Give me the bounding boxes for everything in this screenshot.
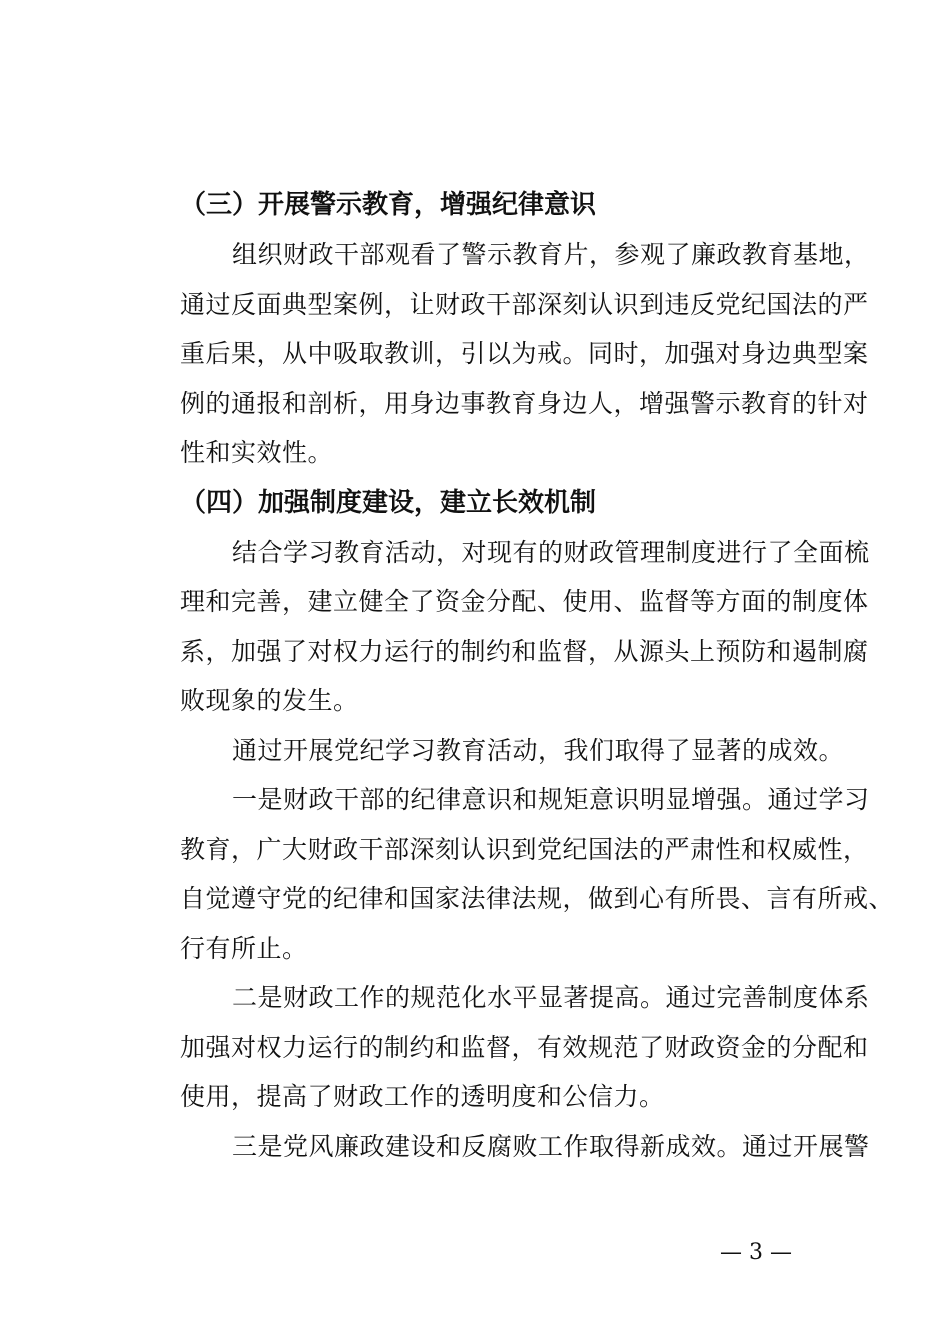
page-number: — 3 — (720, 1240, 792, 1265)
text-line: 通过开展党纪学习教育活动，我们取得了显著的成效。 (232, 735, 845, 765)
paragraph-summary (128, 726, 845, 776)
text-line: 系，加强了对权力运行的制约和监督，从源头上预防和遏制腐 (180, 636, 869, 666)
text-line: 理和完善，建立健全了资金分配、使用、监督等方面的制度体 (180, 587, 869, 616)
text-line: 自觉遵守党的纪律和国家法律法规，做到心有所畏、言有所戒、 (180, 884, 895, 913)
text-line: 加强对权力运行的制约和监督，有效规范了财政资金的分配和 (180, 1032, 869, 1062)
text-line: 二是财政工作的规范化水平显著提高。通过完善制度体系 (232, 983, 870, 1012)
section-heading-4: （四）加强制度建设，建立长效机制 (180, 487, 597, 518)
section-heading-3: （三）开展警示教育，增强纪律意识 (180, 190, 597, 220)
text-line: 一是财政干部的纪律意识和规矩意识明显增强。通过学习 (232, 785, 870, 814)
paragraph-point-three (128, 1122, 870, 1172)
document-body (128, 180, 895, 1171)
text-line: 结合学习教育活动，对现有的财政管理制度进行了全面梳 (232, 537, 870, 567)
text-line: 性和实效性。 (180, 438, 334, 467)
text-line: 使用，提高了财政工作的透明度和公信力。 (180, 1082, 665, 1111)
text-line: 通过反面典型案例，让财政干部深刻认识到违反党纪国法的严 (180, 289, 869, 319)
text-line: 组织财政干部观看了警示教育片，参观了廉政教育基地， (232, 240, 870, 269)
text-line: 例的通报和剖析，用身边事教育身边人，增强警示教育的针对 (180, 388, 869, 418)
paragraph-point-two (128, 973, 870, 1122)
text-line: 三是党风廉政建设和反腐败工作取得新成效。通过开展警 (232, 1131, 870, 1161)
text-line: 教育，广大财政干部深刻认识到党纪国法的严肃性和权威性， (180, 834, 869, 864)
text-line: 行有所止。 (180, 933, 308, 963)
paragraph-warning-education (128, 230, 870, 478)
paragraph-system-building (128, 528, 870, 726)
text-line: 败现象的发生。 (180, 686, 359, 715)
paragraph-point-one (128, 775, 895, 973)
text-line: 重后果，从中吸取教训，引以为戒。同时，加强对身边典型案 (180, 339, 869, 368)
